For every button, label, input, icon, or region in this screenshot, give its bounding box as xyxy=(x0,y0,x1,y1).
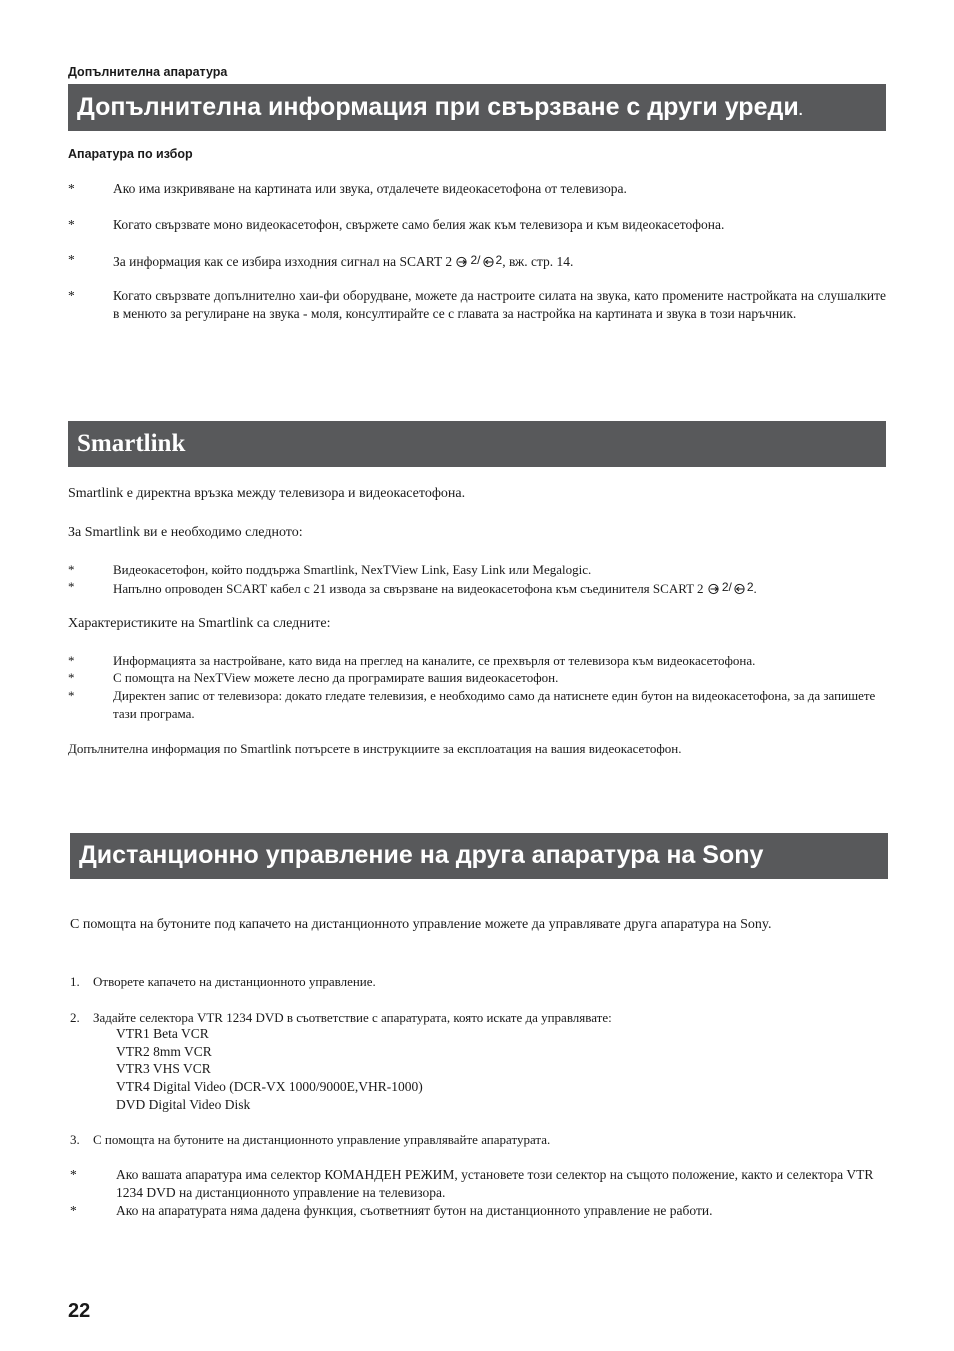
scart-output-icon xyxy=(482,256,495,268)
section-title-dot: . xyxy=(798,102,803,118)
section-title-smartlink: Smartlink xyxy=(68,421,886,467)
note-text: Когато свързвате моно видеокасетофон, свържете само белия жак към телевизора и към видеокасетофона. xyxy=(113,217,725,232)
scart-icon-label: 2/ xyxy=(721,580,732,594)
scart-icon-label: 2 xyxy=(746,580,754,594)
feature-text: С помощта на NexTView можете лесно да програмирате вашия видеокасетофон. xyxy=(113,670,559,685)
needs-item xyxy=(68,578,886,598)
needs-text: Видеокасетофон, който поддържа Smartlink, NexTView Link, Easy Link или Megalogic. xyxy=(113,562,592,577)
bullet-mark: * xyxy=(70,1203,77,1218)
step-text: Задайте селектора VTR 1234 DVD в съответствие с апаратурата, която искате да управлявате: xyxy=(93,1010,612,1025)
note-item xyxy=(68,216,886,234)
bullet-mark: * xyxy=(68,579,75,594)
vtr-option: DVD Digital Video Disk xyxy=(116,1096,251,1112)
note-item xyxy=(68,287,886,323)
smartlink-needs-label: За Smartlink ви е необходимо следното: xyxy=(68,525,303,540)
bullet-mark: * xyxy=(68,670,75,685)
step-item xyxy=(70,1131,888,1149)
bullet-mark: * xyxy=(70,1167,77,1182)
step-number: 2. xyxy=(70,1010,80,1025)
note-text: Когато свързвате допълнително хаи-фи оборудване, можете да настроите силата на звука, като промените настройката на слушалките в менюто за регулиране на звука - моля, консултирайте се с главата за настройка на картината и звука в този наръчник. xyxy=(113,288,886,321)
note-text: Ако има изкривяване на картината или звука, отдалечете видеокасетофона от телевизора. xyxy=(113,181,627,196)
needs-text-before: Напълно опроводен SCART кабел с 21 извода за свързване на видеокасетофона към съединителя SCART 2 xyxy=(113,581,707,596)
step-item xyxy=(70,973,888,991)
feature-item xyxy=(68,669,886,687)
section-title-remote-control: Дистанционно управление на друга апаратура на Sony xyxy=(70,833,888,879)
scart-input-icon xyxy=(708,583,721,595)
bullet-mark: * xyxy=(68,653,75,668)
note-text-after: , вж. стр. 14. xyxy=(502,254,574,269)
section-title-connections xyxy=(68,84,886,131)
feature-item xyxy=(68,687,886,723)
needs-text xyxy=(113,578,886,598)
note-item xyxy=(70,1202,888,1220)
vtr-options-list xyxy=(116,1025,423,1114)
bullet-mark: * xyxy=(68,217,75,232)
vtr-option: VTR2 8mm VCR xyxy=(116,1043,212,1059)
remote-intro: С помощта на бутоните под капачето на дистанционното управление можете да управлявате друга апаратура на Sony. xyxy=(70,917,772,932)
vtr-option: VTR3 VHS VCR xyxy=(116,1061,211,1077)
note-text xyxy=(113,251,886,271)
note-item xyxy=(70,1166,888,1202)
scart-output-icon xyxy=(733,583,746,595)
subheading-optional-equipment: Апаратура по избор xyxy=(68,147,193,161)
bullet-mark: * xyxy=(68,562,75,577)
step-number: 3. xyxy=(70,1132,80,1147)
page-number: 22 xyxy=(68,1300,91,1322)
bullet-mark: * xyxy=(68,288,75,303)
scart-icon-label: 2/ xyxy=(470,253,481,267)
bullet-mark: * xyxy=(68,252,75,267)
needs-text-after: . xyxy=(753,581,757,596)
note-text: Ако на апаратурата няма дадена функция, съответният бутон на дистанционното управление не работи. xyxy=(116,1203,713,1218)
bullet-mark: * xyxy=(68,688,75,703)
note-item xyxy=(68,251,886,271)
section-label: Допълнителна апаратура xyxy=(68,65,228,79)
note-text-before: За информация как се избира изходния сигнал на SCART 2 xyxy=(113,254,456,269)
step-text: Отворете капачето на дистанционното управление. xyxy=(93,974,376,989)
step-number: 1. xyxy=(70,974,80,989)
smartlink-features-label: Характеристиките на Smartlink са следните: xyxy=(68,616,331,631)
smartlink-intro: Smartlink е директна връзка между телевизора и видеокасетофона. xyxy=(68,486,466,501)
scart-input-icon xyxy=(456,256,469,268)
vtr-option: VTR1 Beta VCR xyxy=(116,1026,209,1041)
vtr-option: VTR4 Digital Video (DCR-VX 1000/9000E,VHR-1000) xyxy=(116,1079,423,1095)
section-title-text: Допълнителна информация при свързване с други уреди xyxy=(77,93,799,121)
note-item xyxy=(68,180,886,198)
feature-text: Информацията за настройване, като вида на преглед на каналите, се прехвърля от телевизора към видеокасетофона. xyxy=(113,653,756,668)
needs-item xyxy=(68,561,886,579)
smartlink-more-info: Допълнителна информация по Smartlink потърсете в инструкциите за експлоатация на вашия видеокасетофон. xyxy=(68,741,682,756)
feature-text: Директен запис от телевизора: докато гледате телевизия, е необходимо само да натиснете един бутон на видеокасетофона, за да запишете тази програма. xyxy=(113,688,876,721)
feature-item xyxy=(68,652,886,670)
step-text: С помощта на бутоните на дистанционното управление управлявайте апаратурата. xyxy=(93,1132,551,1147)
note-text: Ако вашата апаратура има селектор КОМАНДЕН РЕЖИМ, установете този селектор на същото положение, както и селектора VTR 1234 DVD на дистанционното управление на телевизора. xyxy=(116,1167,874,1200)
scart-icon-label: 2 xyxy=(495,253,503,267)
bullet-mark: * xyxy=(68,181,75,196)
